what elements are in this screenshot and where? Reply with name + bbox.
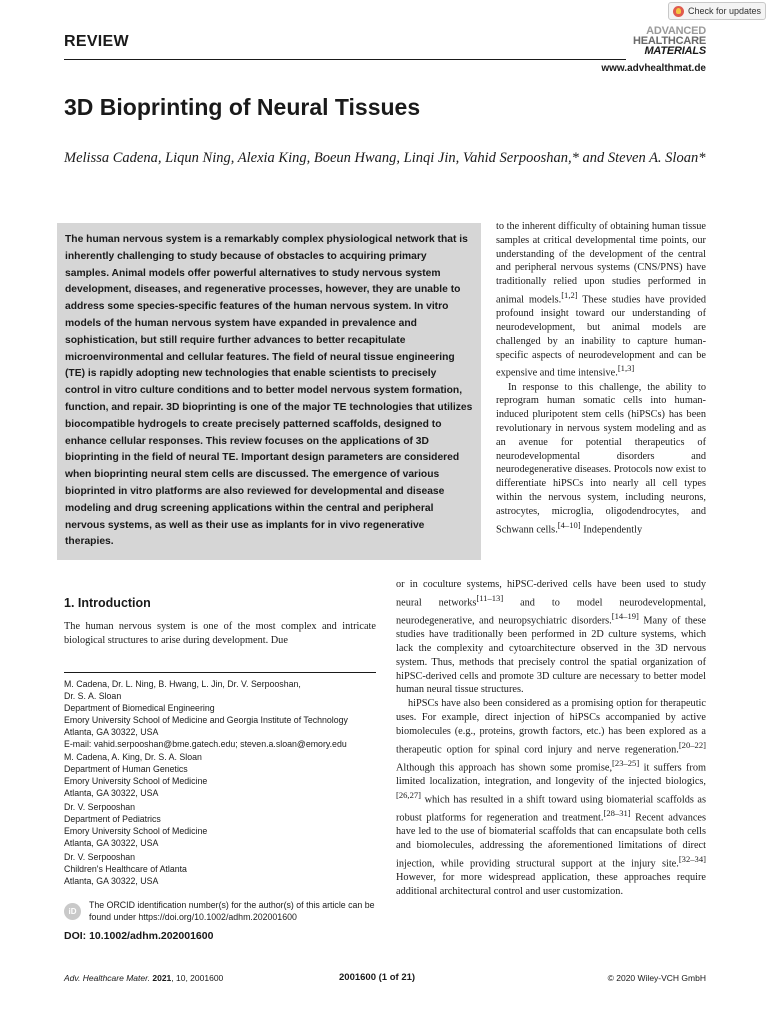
contact-email[interactable]: E-mail: vahid.serpooshan@bme.gatech.edu; steven.a.sloan@emory.edu [64,738,347,749]
citation-link[interactable]: [26,27] [396,789,422,800]
body-paragraph [496,220,706,381]
body-paragraph [396,697,706,898]
affiliation-line: Atlanta, GA 30322, USA [64,788,159,799]
footer-year: 2021 [152,973,172,983]
journal-logo-line-1: ADVANCED [646,25,706,37]
header-divider [64,59,626,60]
author-list: Melissa Cadena, Liqun Ning, Alexia King, Boeun Hwang, Linqi Jin, Vahid Serpooshan,* and Steven A. Sloan* [64,150,706,166]
affiliation-block [64,802,376,850]
body-text-run: to the inherent difficulty of obtaining human tissue samples at critical developmental time points, our understanding of the development of the central and peripheral nervous systems (CNS/PNS) have traditionally relied upon studies performed in animal models. [496,221,706,306]
citation-link[interactable]: [4–10] [557,519,581,530]
affiliation-line: Department of Biomedical Engineering [64,702,215,713]
footer-copyright: © 2020 Wiley-VCH GmbH [607,973,706,983]
section-heading: 1. Introduction [64,596,151,610]
abstract-box [57,223,481,560]
citation-link[interactable]: [28–31] [603,808,631,819]
affiliation-line: Department of Pediatrics [64,813,161,824]
journal-logo [620,26,706,56]
update-bell-icon [673,6,684,17]
citation-link[interactable]: [1,2] [561,289,578,300]
affiliation-line: Emory University School of Medicine and Georgia Institute of Technology [64,714,348,725]
citation-link[interactable]: [11–13] [476,592,504,603]
body-paragraph [396,578,706,697]
body-text-run: In response to this challenge, the ability to reprogram human somatic cells into human-induced pluripotent stem cells (hiPSCs) has been revolutionary in nervous system modeling and as an avenue for potential therapeutics of neurodevelopmental disorders and neurodegenerative diseases. Protocols now exist to differentiate hiPSCs into nearly all cell types within the nervous system, including neurons, astrocytes, microglia, oligodendrocytes, and Schwann cells. [496,381,706,535]
journal-logo-line-3: MATERIALS [644,45,706,57]
footer-journal-name: Adv. Healthcare Mater. [64,973,150,983]
affiliation-block [64,852,376,888]
journal-logo-line-2: HEALTHCARE [633,35,706,47]
affiliation-line: Dr. S. A. Sloan [64,690,122,701]
citation-link[interactable]: [23–25] [612,757,640,768]
affiliation-block [64,679,376,750]
affiliation-line: Dr. V. Serpooshan [64,802,136,813]
footer-page-number: 2001600 (1 of 21) [339,972,416,983]
body-text-run: These studies have provided profound insight toward our understanding of neurodevelopment, but animal models are challenged by an inability to capture human-specific aspects of neurodevelopment and can be expensive and time intensive. [496,294,707,379]
affiliation-line: M. Cadena, Dr. L. Ning, B. Hwang, L. Jin, Dr. V. Serpooshan, [64,679,301,689]
affiliation-line: Dr. V. Serpooshan [64,851,136,862]
body-paragraph [496,381,706,537]
right-column-top [496,220,706,537]
affiliation-line: M. Cadena, A. King, Dr. S. A. Sloan [64,752,202,763]
right-column-bottom [396,578,706,899]
journal-url-link[interactable]: www.advhealthmat.de [601,63,706,74]
abstract-text: The human nervous system is a remarkably complex physiological network that is inherently challenging to study because of obstacles to acquiring primary samples. Animal models offer powerful alternatives to study nervous system development, diseases, and regenerative processes, however, they are unable to address some species-specific features of the human nervous system. In vitro models of the human nervous system have expanded in prevalence and sophistication, but still require further advances to better recapitulate microenvironmental and cellular features. The field of neural tissue engineering (TE) is rapidly adopting new technologies that enable scientists to precisely control in vitro culture conditions and to better model nervous system formation, function, and repair. 3D bioprinting is one of the major TE technologies that utilizes biocompatible hydrogels to create precisely patterned scaffolds, designed to enhance cellular responses. This review focuses on the applications of 3D bioprinting in the field of neural TE. Important design parameters are considered when bioprinting neural stem cells are discussed. The emergence of various bioprinted in vitro platforms are also reviewed for developmental and disease modeling and drug screening applications within the central and peripheral nervous systems, as well as their use as implants for in vivo regenerative therapies. [65,234,473,548]
body-text-run: Although this approach has shown some promise, [396,762,613,774]
doi-link[interactable]: DOI: 10.1002/adhm.202001600 [64,930,214,942]
affiliation-divider [64,672,376,673]
check-for-updates-button[interactable] [668,2,766,20]
body-text-run: which has resulted in a shift toward using biomaterial scaffolds as robust platforms for regeneration and treatment. [396,794,706,824]
affiliation-line: Atlanta, GA 30322, USA [64,726,159,737]
affiliation-list [64,679,376,889]
body-text-run: hiPSCs have also been considered as a promising option for therapeutic uses. For example, direct injection of hiPSCs accompanied by active biomolecules (e.g., proteins, growth factors, etc.) has been explored as a therapeutic option for spinal cord injury and nerve regeneration. [396,698,706,756]
affiliation-line: Children's Healthcare of Atlanta [64,863,187,874]
intro-paragraph: The human nervous system is one of the most complex and intricate biological structures to arise during development. Due [64,621,376,646]
affiliation-line: Atlanta, GA 30322, USA [64,837,159,848]
body-text-run: However, for more widespread application, these approaches require additional architectural control and user customization. [396,872,706,897]
body-text-run: or in coculture systems, hiPSC-derived cells have been used to study neural networks [396,579,706,609]
orcid-icon: iD [64,903,81,920]
orcid-note[interactable]: The ORCID identification number(s) for the author(s) of this article can be found under https://doi.org/10.1002/adhm.202001600 [89,900,375,922]
article-title: 3D Bioprinting of Neural Tissues [64,94,421,120]
body-text-run: and to model neurodevelopmental, neurodegenerative, and neuropsychiatric disorders. [396,597,706,627]
affiliation-line: Atlanta, GA 30322, USA [64,875,159,886]
citation-link[interactable]: [32–34] [678,853,706,864]
body-text-run: Independently [580,524,643,535]
citation-link[interactable]: [20–22] [678,739,706,750]
check-for-updates-label: Check for updates [688,6,762,16]
affiliation-block [64,752,376,800]
citation-link[interactable]: [14–19] [611,611,639,622]
citation-link[interactable]: [1,3] [617,363,635,374]
body-text-run: Recent advances have led to the use of biomaterial scaffolds that can encapsulate both cells and biomolecules, addressing the aforementioned limitations of direct injection, while providing structural support at the injury site. [396,812,706,870]
section-label: REVIEW [64,33,129,50]
footer-volume: , 10, 2001600 [171,973,224,983]
body-text-run: it suffers from limited localization, integration, and longevity of the injected biologics, [396,762,707,788]
affiliation-line: Emory University School of Medicine [64,776,208,787]
body-text-run: Many of these studies have traditionally been performed in 2D culture systems, which lack the complexity and cytoarchitecture observed in the 3D nervous system. Thus, methods that precisely control the spatial organization of hiPSC-derived cells and promote 3D culture are necessary to better model human neural tissue structures. [396,615,706,696]
footer-citation [64,973,223,983]
affiliation-line: Department of Human Genetics [64,764,188,775]
affiliation-line: Emory University School of Medicine [64,825,208,836]
